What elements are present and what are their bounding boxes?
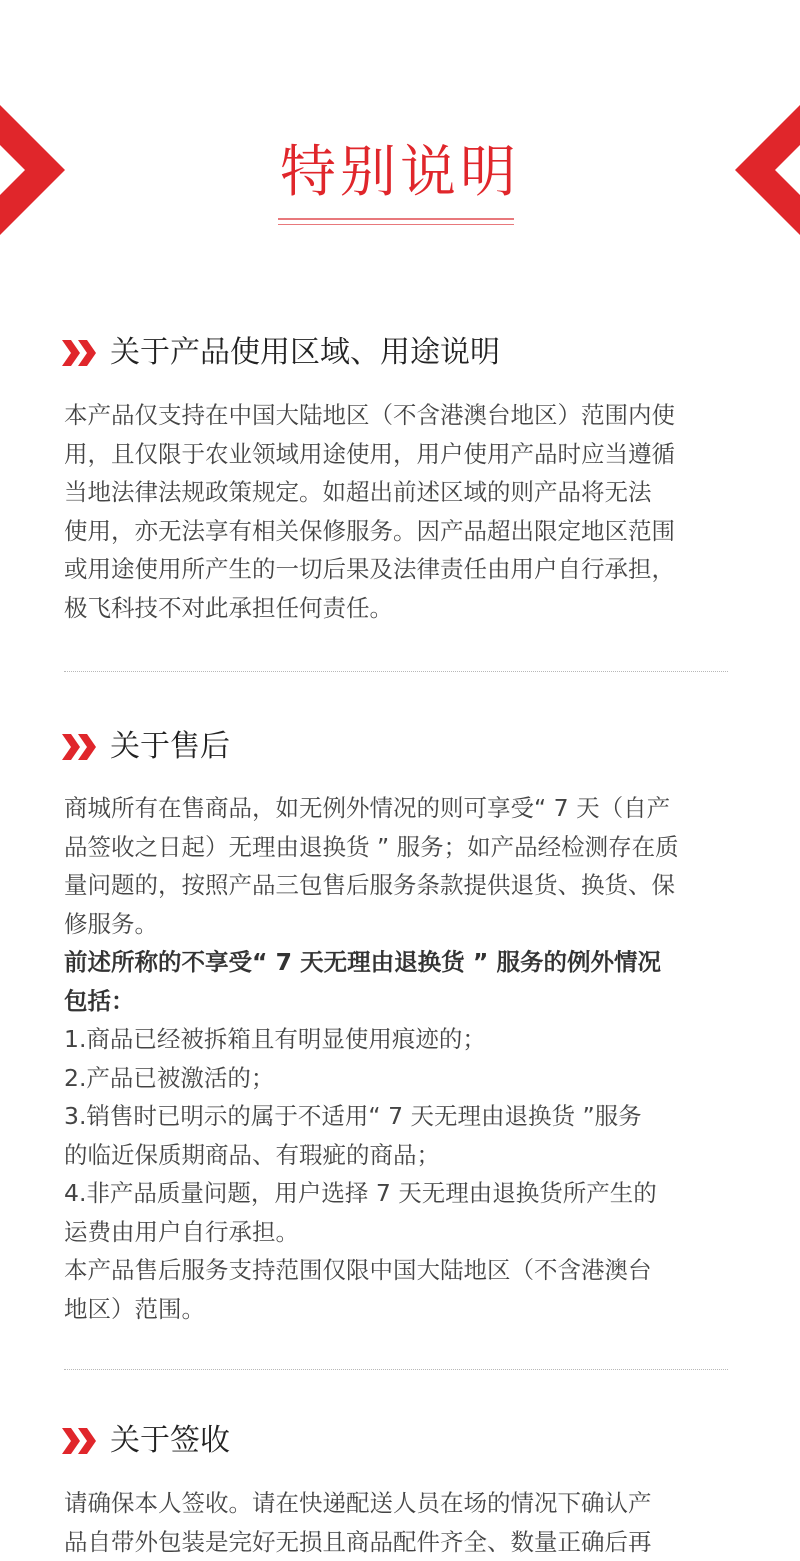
section-header-after-sales	[62, 727, 230, 767]
body-line: 当地法律法规政策规定。如超出前述区域的则产品将无法	[64, 473, 744, 512]
body-line: 品签收之日起）无理由退换货 ” 服务；如产品经检测存在质	[64, 828, 744, 867]
list-item: 运费由用户自行承担。	[64, 1213, 744, 1252]
list-item: 3.销售时已明示的属于不适用“ 7 天无理由退换货 ”服务	[64, 1097, 744, 1136]
section-divider	[64, 671, 728, 672]
page-title: 特别说明	[0, 138, 800, 208]
section-title: 关于签收	[110, 1421, 230, 1461]
list-item: 2.产品已被激活的；	[64, 1059, 744, 1098]
body-line: 量问题的，按照产品三包售后服务条款提供退货、换货、保	[64, 866, 744, 905]
body-line: 地区）范围。	[64, 1290, 744, 1329]
body-line: 修服务。	[64, 905, 744, 944]
list-item: 4.非产品质量问题，用户选择 7 天无理由退换货所产生的	[64, 1174, 744, 1213]
body-line-bold: 前述所称的不享受“ 7 天无理由退换货 ” 服务的例外情况	[64, 943, 744, 982]
body-line: 请确保本人签收。请在快递配送人员在场的情况下确认产	[64, 1484, 744, 1523]
list-item: 的临近保质期商品、有瑕疵的商品；	[64, 1136, 744, 1175]
body-line: 品自带外包装是完好无损且商品配件齐全、数量正确后再	[64, 1523, 744, 1561]
body-line: 本产品仅支持在中国大陆地区（不含港澳台地区）范围内使	[64, 396, 744, 435]
title-underline-thin	[278, 224, 514, 225]
double-chevron-right-icon	[62, 734, 98, 760]
section-body-usage-region	[64, 396, 744, 627]
double-chevron-right-icon	[62, 1428, 98, 1454]
section-title: 关于售后	[110, 727, 230, 767]
body-line: 用，且仅限于农业领域用途使用，用户使用产品时应当遵循	[64, 435, 744, 474]
section-body-signing	[64, 1484, 744, 1561]
body-line: 极飞科技不对此承担任何责任。	[64, 589, 744, 628]
double-chevron-right-icon	[62, 340, 98, 366]
section-body-after-sales	[64, 789, 744, 1328]
section-title: 关于产品使用区域、用途说明	[110, 333, 500, 373]
body-line: 本产品售后服务支持范围仅限中国大陆地区（不含港澳台	[64, 1251, 744, 1290]
body-line: 使用，亦无法享有相关保修服务。因产品超出限定地区范围	[64, 512, 744, 551]
section-divider	[64, 1369, 728, 1370]
section-header-signing	[62, 1421, 230, 1461]
section-header-usage-region	[62, 333, 500, 373]
list-item: 1.商品已经被拆箱且有明显使用痕迹的；	[64, 1020, 744, 1059]
body-line: 商城所有在售商品，如无例外情况的则可享受“ 7 天（自产	[64, 789, 744, 828]
body-line: 或用途使用所产生的一切后果及法律责任由用户自行承担，	[64, 550, 744, 589]
body-line-bold: 包括：	[64, 982, 744, 1021]
title-underline	[278, 218, 514, 220]
